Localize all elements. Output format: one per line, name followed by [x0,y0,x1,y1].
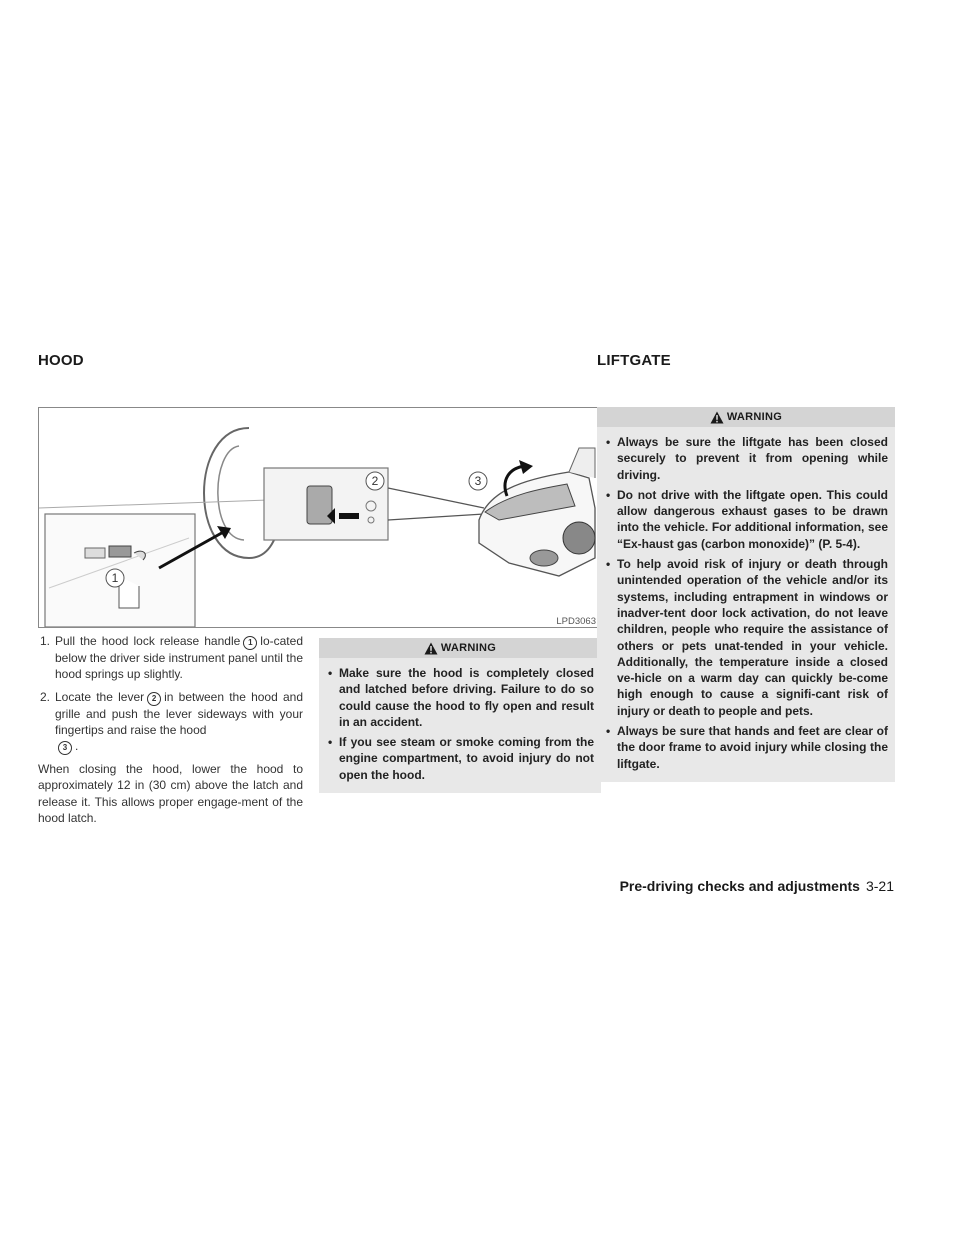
callout-2-label: 2 [371,474,379,488]
hood-warning-item: • Make sure the hood is completely closed and latched before driving. Failure to do so could cause the hood to fly open and result in an accident. [327,665,594,730]
callout-3-label: 3 [474,474,482,488]
hood-diagram [39,408,600,628]
hood-heading: HOOD [38,352,84,369]
ref-3-icon: 3 [58,741,72,755]
footer-section-title: Pre-driving checks and adjustments [619,878,860,894]
page-number: 3-21 [865,878,894,894]
step-1: 1. Pull the hood lock release handle 1 lo-cated below the driver side instrument panel until the hood springs up slightly. [40,634,303,682]
liftgate-heading: LIFTGATE [597,352,671,369]
page-footer [620,878,894,894]
warning-icon [424,642,438,655]
ref-1-icon: 1 [243,636,257,650]
warning-icon [710,411,724,424]
liftgate-warning-item: • Always be sure that hands and feet are clear of the door frame to avoid injury while closing the liftgate. [605,723,888,772]
callout-1-label: 1 [111,571,119,585]
figure-code: LPD3063 [556,616,596,627]
hood-release-illustration [38,407,600,628]
hood-warning-box [319,638,601,793]
liftgate-warning-header: WARNING [597,407,895,427]
liftgate-warning-item: • Do not drive with the liftgate open. This could allow dangerous exhaust gases to be drawn into the vehicle. For additional information, see “Ex-haust gas (carbon monoxide)” (P. 5-4). [605,487,888,552]
liftgate-warning-item: • To help avoid risk of injury or death through unintended operation of the vehicle and/or its systems, including entrapment in windows or inadver-tent door lock activation, do not leave children, people who require the assistance of others or pets unat-tended in your vehicle. Additionally, the temperature inside a closed ve-hicle on a warm day can quickly be-come high enough to cause a signifi-cant risk of injury or death to people and pets. [605,556,888,719]
hood-warning-item: • If you see steam or smoke coming from the engine compartment, to avoid injury do not open the hood. [327,734,594,783]
closing-paragraph: When closing the hood, lower the hood to approximately 12 in (30 cm) above the latch and release it. This allows proper engage-ment of the hood latch. [38,762,303,826]
liftgate-warning-item: • Always be sure the liftgate has been closed securely to prevent it from opening while driving. [605,434,888,483]
hood-warning-header: WARNING [319,638,601,658]
hood-instructions [38,633,303,826]
liftgate-warning-box [597,407,895,782]
hood-lever-shape [307,486,332,524]
ref-2-icon: 2 [147,692,161,706]
step-2: 2. Locate the lever 2 in between the hood and grille and push the lever sideways with your fingertips and raise the hood 3 . [40,689,303,754]
